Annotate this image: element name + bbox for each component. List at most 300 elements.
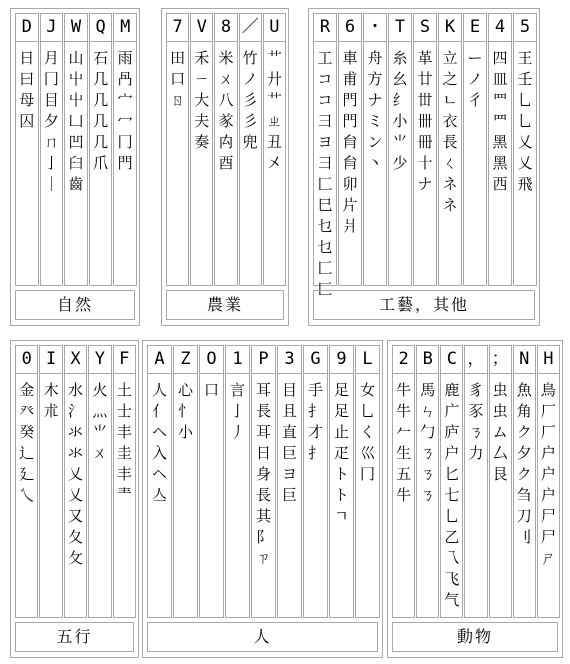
component-list — [538, 380, 559, 569]
column-Z — [173, 345, 198, 618]
component-glyph: 乙 — [444, 528, 460, 546]
key-label: 5 — [514, 14, 536, 42]
component-list — [148, 380, 171, 506]
component-glyph: 乚 — [517, 91, 533, 109]
component-glyph: 雨 — [117, 49, 133, 67]
component-glyph: 虫 — [492, 381, 508, 399]
component-glyph: 革 — [417, 49, 433, 67]
component-glyph: 馬 — [420, 381, 436, 399]
component-glyph: 目 — [281, 381, 297, 399]
column-2 — [392, 345, 415, 618]
key-label: 9 — [330, 346, 353, 374]
key-label: ／ — [240, 14, 261, 42]
component-glyph: ク — [516, 465, 532, 483]
group-5 — [387, 340, 563, 658]
component-glyph: 彡 — [242, 91, 258, 109]
component-glyph: 氺 — [67, 444, 83, 462]
group-3 — [10, 340, 139, 658]
column-H — [537, 345, 560, 618]
component-glyph: 黑 — [492, 154, 508, 172]
component-glyph: 乂 — [517, 133, 533, 151]
component-glyph: 丰 — [116, 423, 132, 441]
component-glyph: 彡 — [242, 112, 258, 130]
component-glyph: 乚 — [444, 507, 460, 525]
component-list — [226, 380, 249, 443]
component-glyph: 阝 — [255, 528, 271, 546]
key-label: ・ — [364, 14, 386, 42]
key-label: W — [65, 14, 87, 42]
component-glyph: 纟 — [392, 91, 408, 109]
component-glyph: 皿 — [492, 70, 508, 88]
component-glyph: 鹿 — [444, 381, 460, 399]
component-glyph: 足 — [333, 381, 349, 399]
key-label: 6 — [339, 14, 361, 42]
key-label: M — [114, 14, 136, 42]
component-glyph: 母 — [19, 91, 35, 109]
component-glyph: 户 — [444, 444, 460, 462]
component-glyph: 禾 — [194, 49, 210, 67]
component-glyph: 尸 — [540, 507, 556, 525]
component-glyph: 彐 — [317, 112, 333, 130]
key-label: H — [538, 346, 559, 374]
component-glyph: 手 — [307, 381, 323, 399]
component-glyph: ㄣ — [420, 402, 436, 420]
component-glyph: 几 — [93, 133, 109, 151]
component-glyph: ⺌ — [392, 133, 408, 151]
component-glyph: 罒 — [492, 91, 508, 109]
column-9 — [329, 345, 354, 618]
component-glyph: 方 — [367, 70, 383, 88]
component-glyph: 厂 — [540, 402, 556, 420]
component-list — [330, 380, 353, 527]
key-label: 1 — [226, 346, 249, 374]
component-glyph: 日 — [19, 49, 35, 67]
component-list — [490, 380, 511, 485]
component-glyph: ㄨ — [218, 70, 234, 88]
key-label: 0 — [16, 346, 37, 374]
component-glyph: ネ — [442, 196, 458, 214]
component-glyph: 夫 — [194, 112, 210, 130]
key-label: 7 — [167, 14, 188, 42]
component-glyph: 飛 — [517, 175, 533, 193]
component-glyph: 曰 — [19, 70, 35, 88]
component-glyph: 乂 — [517, 154, 533, 172]
component-list — [90, 48, 112, 174]
component-glyph: 庐 — [444, 423, 460, 441]
component-glyph: 又 — [67, 507, 83, 525]
component-glyph: 乚 — [517, 112, 533, 130]
component-glyph: 月 — [43, 49, 59, 67]
component-glyph: 匚 — [317, 175, 333, 193]
column-I — [39, 345, 62, 618]
component-glyph: ノ — [242, 70, 258, 88]
key-label: Z — [174, 346, 197, 374]
component-glyph: 心 — [177, 381, 193, 399]
component-glyph: 鳥 — [540, 381, 556, 399]
component-glyph: ミ — [367, 112, 383, 130]
component-glyph: 巨 — [281, 444, 297, 462]
component-glyph: 几 — [93, 112, 109, 130]
component-glyph: ㄴ — [442, 91, 458, 109]
component-glyph: 灬 — [92, 402, 108, 420]
component-list — [114, 48, 136, 174]
component-glyph: 工 — [317, 49, 333, 67]
column-F — [113, 345, 136, 618]
key-label: S — [414, 14, 436, 42]
column-O — [199, 345, 224, 618]
component-glyph: 士 — [116, 402, 132, 420]
component-glyph: く — [359, 423, 375, 441]
component-glyph: ヘ — [151, 465, 167, 483]
component-glyph: 壬 — [517, 70, 533, 88]
component-glyph: 耳 — [255, 423, 271, 441]
component-glyph: ト — [333, 465, 349, 483]
component-glyph: 丗 — [417, 91, 433, 109]
key-label: P — [252, 346, 275, 374]
component-glyph: 忄 — [177, 402, 193, 420]
component-list — [389, 48, 411, 174]
component-glyph: 齒 — [68, 175, 84, 193]
component-list — [393, 380, 414, 506]
component-glyph: 户 — [540, 444, 556, 462]
component-glyph: 艮 — [492, 465, 508, 483]
component-glyph: 匚 — [317, 259, 333, 277]
component-glyph: ヨ — [281, 465, 297, 483]
column-U — [263, 13, 286, 286]
group-label: 自然 — [15, 290, 135, 320]
component-glyph: 巛 — [359, 444, 375, 462]
component-glyph: 虫 — [492, 402, 508, 420]
component-glyph: 囚 — [19, 112, 35, 130]
component-glyph: ン — [367, 133, 383, 151]
component-glyph: 疋 — [333, 444, 349, 462]
component-glyph: 七 — [444, 486, 460, 504]
component-glyph: 亅 — [229, 402, 245, 420]
key-label: ； — [490, 346, 511, 374]
component-glyph: 禸 — [218, 133, 234, 151]
group-label: 動物 — [392, 622, 558, 652]
component-glyph: 王 — [517, 49, 533, 67]
component-glyph: 䏍 — [342, 154, 358, 172]
component-glyph: 口 — [170, 70, 186, 88]
component-list — [278, 380, 301, 506]
component-glyph: 甫 — [342, 70, 358, 88]
component-glyph: 口 — [203, 381, 219, 399]
key-label: O — [200, 346, 223, 374]
component-glyph: ㄨ — [92, 444, 108, 462]
column-X — [64, 345, 87, 618]
component-list — [464, 48, 486, 111]
key-label: X — [65, 346, 86, 374]
component-glyph: 才 — [307, 423, 323, 441]
component-glyph: 龶 — [116, 486, 132, 504]
component-glyph: 几 — [93, 70, 109, 88]
component-glyph: 水 — [67, 381, 83, 399]
key-label: R — [314, 14, 336, 42]
component-glyph: 厂 — [540, 423, 556, 441]
column-， — [464, 345, 487, 618]
component-glyph: 入 — [151, 444, 167, 462]
component-glyph: 之 — [442, 70, 458, 88]
component-glyph: ト — [333, 486, 349, 504]
component-glyph: 衣 — [442, 112, 458, 130]
group-2 — [308, 8, 540, 326]
component-list — [364, 48, 386, 174]
group-label: 農業 — [166, 290, 284, 320]
component-list — [514, 48, 536, 195]
component-glyph: 卌 — [417, 112, 433, 130]
column-T — [388, 13, 412, 286]
component-glyph: 扌 — [307, 402, 323, 420]
component-glyph: ㄖ — [170, 91, 186, 109]
component-glyph: ㄋ — [420, 465, 436, 483]
component-list — [16, 380, 37, 506]
component-glyph: 宀 — [117, 91, 133, 109]
component-glyph: ㄋ — [468, 423, 484, 441]
component-glyph: 牛 — [396, 381, 412, 399]
column-K — [438, 13, 462, 286]
component-list — [417, 380, 438, 506]
component-glyph: 几 — [93, 91, 109, 109]
component-glyph: 厶 — [492, 444, 508, 462]
column-0 — [15, 345, 38, 618]
column-5 — [513, 13, 537, 286]
component-glyph: 辶 — [19, 444, 35, 462]
component-glyph: 乁 — [444, 549, 460, 567]
component-list — [167, 48, 188, 111]
component-glyph: 幺 — [392, 70, 408, 88]
component-glyph: 巳 — [317, 196, 333, 214]
component-list — [114, 380, 135, 506]
component-glyph: 米 — [218, 49, 234, 67]
component-glyph: 㐅 — [266, 154, 282, 172]
component-glyph: ヘ — [151, 423, 167, 441]
component-list — [414, 48, 436, 195]
column-4 — [488, 13, 512, 286]
component-glyph: 廾 — [266, 70, 282, 88]
component-glyph: 癸 — [19, 423, 35, 441]
component-glyph: ナ — [417, 175, 433, 193]
component-glyph: 田 — [170, 49, 186, 67]
component-glyph: 長 — [442, 133, 458, 151]
component-glyph: 言 — [229, 381, 245, 399]
component-list — [514, 380, 535, 548]
column-E — [463, 13, 487, 286]
component-glyph: 火 — [92, 381, 108, 399]
component-glyph: 癶 — [19, 402, 35, 420]
key-label: 2 — [393, 346, 414, 374]
component-glyph: 冎 — [117, 70, 133, 88]
component-glyph: 夕 — [43, 112, 59, 130]
component-glyph: 土 — [116, 381, 132, 399]
component-list — [465, 380, 486, 464]
column-J — [40, 13, 64, 286]
component-glyph: 長 — [255, 402, 271, 420]
component-list — [191, 48, 212, 153]
component-glyph: 廴 — [19, 465, 35, 483]
component-glyph: 金 — [19, 381, 35, 399]
key-label: E — [464, 14, 486, 42]
component-glyph: 山 — [68, 49, 84, 67]
component-glyph: 卯 — [342, 175, 358, 193]
component-glyph: 耳 — [255, 381, 271, 399]
component-glyph: 凹 — [68, 133, 84, 151]
component-glyph: 力 — [468, 444, 484, 462]
component-glyph: 四 — [492, 49, 508, 67]
column-3 — [277, 345, 302, 618]
component-glyph: ノ — [467, 70, 483, 88]
component-glyph: 亅 — [43, 154, 59, 172]
component-list — [252, 380, 275, 569]
key-label: 4 — [489, 14, 511, 42]
key-label: 8 — [215, 14, 236, 42]
component-glyph: ヨ — [317, 133, 333, 151]
component-list — [215, 48, 236, 174]
component-glyph: 門 — [342, 112, 358, 130]
component-list — [439, 48, 461, 216]
group-1 — [161, 8, 289, 326]
component-glyph: 屮 — [68, 91, 84, 109]
component-glyph: 直 — [281, 423, 297, 441]
component-list — [489, 48, 511, 195]
component-glyph: 乚 — [359, 402, 375, 420]
component-glyph: 少 — [392, 154, 408, 172]
component-glyph: 乂 — [67, 465, 83, 483]
component-glyph: ㄋ — [420, 444, 436, 462]
component-glyph: コ — [317, 91, 333, 109]
column-V — [190, 13, 213, 286]
group-label: 工藝，其他 — [313, 290, 535, 320]
component-glyph: 夂 — [67, 528, 83, 546]
component-glyph: 長 — [255, 486, 271, 504]
column-Y — [88, 345, 111, 618]
component-glyph: 彐 — [317, 154, 333, 172]
component-list — [65, 48, 87, 195]
component-glyph: 亼 — [151, 486, 167, 504]
key-label: Y — [89, 346, 110, 374]
column-W — [64, 13, 88, 286]
component-glyph: ⺌ — [92, 423, 108, 441]
key-label: V — [191, 14, 212, 42]
component-list — [89, 380, 110, 464]
column-N — [513, 345, 536, 618]
component-glyph: ネ — [442, 175, 458, 193]
component-list — [304, 380, 327, 464]
component-glyph: 臼 — [68, 154, 84, 172]
component-glyph: 丿 — [229, 423, 245, 441]
component-glyph: 日 — [255, 444, 271, 462]
component-glyph: ㄇ — [43, 133, 59, 151]
component-glyph: 小 — [177, 423, 193, 441]
component-glyph: 匚 — [317, 280, 333, 298]
component-glyph: 圭 — [116, 444, 132, 462]
component-glyph: 巨 — [281, 486, 297, 504]
component-glyph: 刀 — [516, 507, 532, 525]
column-P — [251, 345, 276, 618]
column-D — [15, 13, 39, 286]
component-glyph: 舟 — [367, 49, 383, 67]
component-glyph: 門 — [342, 91, 358, 109]
column-Q — [89, 13, 113, 286]
component-glyph: 丑 — [266, 133, 282, 151]
component-glyph: 黑 — [492, 133, 508, 151]
component-glyph: ー — [467, 49, 483, 67]
column-G — [303, 345, 328, 618]
component-glyph: 凵 — [68, 112, 84, 130]
component-glyph: 冂 — [43, 70, 59, 88]
component-glyph: 户 — [540, 486, 556, 504]
component-list — [200, 380, 223, 401]
component-glyph: 朮 — [43, 402, 59, 420]
component-list — [264, 48, 285, 174]
group-0 — [10, 8, 140, 326]
component-glyph: 兜 — [242, 133, 258, 151]
component-glyph: 亻 — [151, 402, 167, 420]
component-glyph: ㄗ — [255, 549, 271, 567]
column-M — [113, 13, 137, 286]
key-label: B — [417, 346, 438, 374]
component-glyph: 尸 — [540, 528, 556, 546]
component-glyph: 刍 — [516, 486, 532, 504]
key-label: K — [439, 14, 461, 42]
component-glyph: 气 — [444, 591, 460, 609]
component-glyph: 八 — [218, 91, 234, 109]
component-glyph: 艹 — [266, 49, 282, 67]
component-glyph: 夕 — [516, 444, 532, 462]
component-glyph: 彳 — [467, 91, 483, 109]
component-glyph: ナ — [367, 91, 383, 109]
column-1 — [225, 345, 250, 618]
component-glyph: 大 — [194, 91, 210, 109]
component-glyph: ｜ — [43, 175, 59, 193]
column-8 — [214, 13, 237, 286]
key-label: T — [389, 14, 411, 42]
column-／ — [239, 13, 262, 286]
key-label: N — [514, 346, 535, 374]
component-glyph: 扌 — [307, 444, 323, 462]
component-glyph: 立 — [442, 49, 458, 67]
component-glyph: 木 — [43, 381, 59, 399]
group-label: 人 — [147, 622, 378, 652]
component-glyph: 飞 — [444, 570, 460, 588]
component-glyph: 冂 — [117, 133, 133, 151]
component-glyph: 門 — [117, 154, 133, 172]
component-glyph: 屮 — [68, 70, 84, 88]
component-list — [356, 380, 379, 485]
component-glyph: 女 — [359, 381, 375, 399]
key-label: ， — [465, 346, 486, 374]
component-glyph: 牛 — [396, 486, 412, 504]
component-glyph: 豸 — [468, 381, 484, 399]
component-glyph: 小 — [392, 112, 408, 130]
component-glyph: ク — [516, 423, 532, 441]
component-glyph: ㄋ — [420, 486, 436, 504]
key-label: U — [264, 14, 285, 42]
component-glyph: 罒 — [492, 112, 508, 130]
component-glyph: ㄑ — [442, 154, 458, 172]
key-label: D — [16, 14, 38, 42]
column-・ — [363, 13, 387, 286]
component-glyph: 乜 — [317, 217, 333, 235]
group-4 — [142, 340, 383, 658]
component-glyph: 冂 — [359, 465, 375, 483]
component-list — [441, 380, 462, 611]
component-glyph: 𠂉 — [396, 423, 412, 441]
component-glyph: 片 — [342, 196, 358, 214]
component-glyph: 氺 — [67, 423, 83, 441]
component-glyph: 角 — [516, 402, 532, 420]
component-list — [65, 380, 86, 569]
